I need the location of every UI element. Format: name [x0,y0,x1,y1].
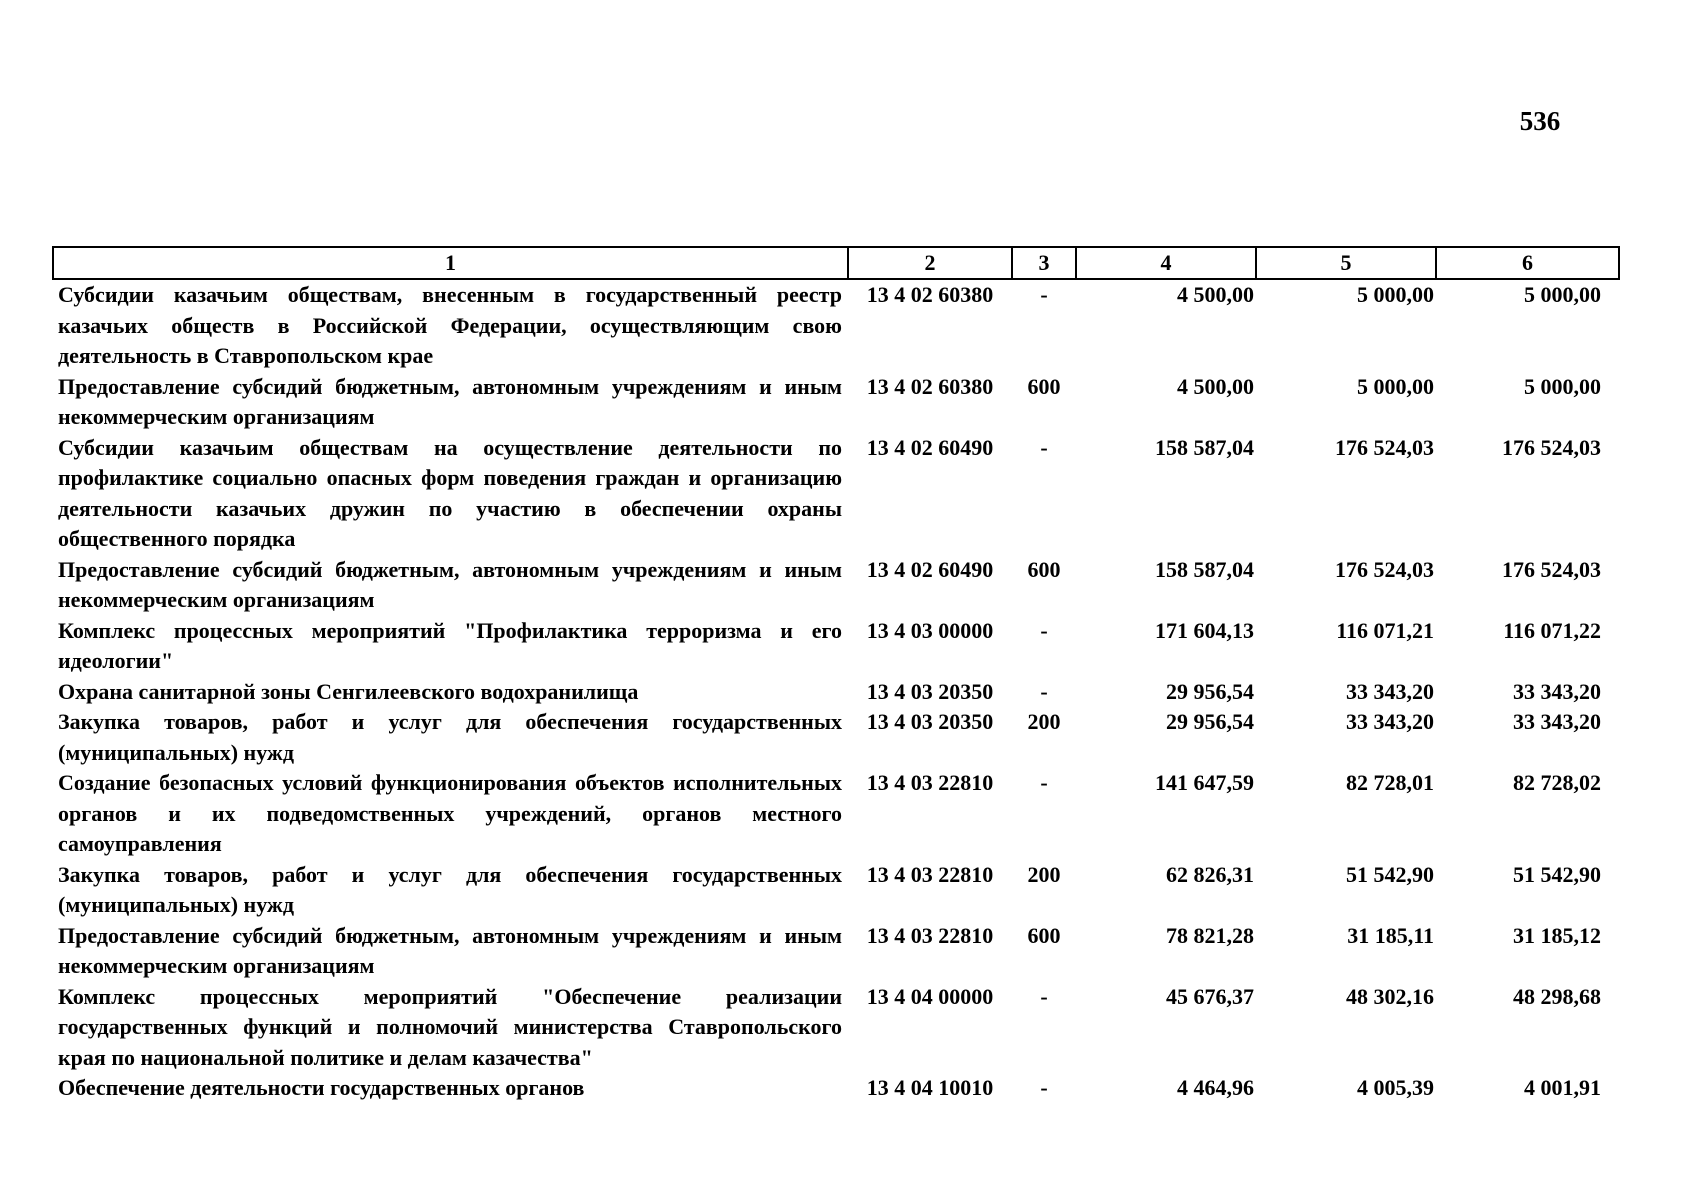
row-code: 13 4 03 22810 [866,770,994,795]
row-name: Субсидии казачьим обществам, внесенным в государственный реестр казачьих обществ в Российской Федерации, осуществляющим свою деятельность в Ставропольском крае [58,282,842,368]
row-value-6: 4 001,91 [1524,1075,1601,1100]
table-row [53,768,1619,860]
header-row [53,247,1619,279]
row-value-6: 176 524,03 [1502,556,1601,582]
row-value-5: 176 524,03 [1335,434,1434,460]
row-value-6: 5 000,00 [1524,373,1601,399]
row-name: Предоставление субсидий бюджетным, автономным учреждениям и иным некоммерческим организациям [58,922,842,978]
row-value-4: 29 956,54 [1166,678,1254,704]
row-value-5: 116 071,21 [1336,617,1434,643]
row-value-5: 33 343,20 [1346,709,1434,734]
row-value-5: 4 005,39 [1357,1075,1434,1100]
row-value-4: 62 826,31 [1166,861,1254,887]
row-value-4: 158 587,04 [1155,434,1254,460]
row-value-6: 116 071,22 [1503,617,1601,643]
row-value-4: 158 587,04 [1155,556,1254,582]
column-header-3: 3 [1012,247,1076,279]
row-name: Предоставление субсидий бюджетным, автономным учреждениям и иным некоммерческим организациям [58,373,842,429]
column-header-4: 4 [1076,247,1256,279]
row-kvr: - [1040,770,1048,795]
row-kvr: 200 [1027,861,1061,887]
row-name: Субсидии казачьим обществам на осуществление деятельности по профилактике социально опасных форм поведения граждан и организацию деятельности казачьих дружин по участию в обеспечении охраны общественного порядка [58,434,842,551]
row-kvr: 600 [1027,373,1061,399]
row-code: 13 4 03 22810 [866,922,994,948]
row-value-6: 176 524,03 [1502,434,1601,460]
row-code: 13 4 03 20350 [866,709,994,734]
page-number: 536 [1519,106,1561,136]
row-name: Комплекс процессных мероприятий "Обеспечение реализации государственных функций и полномочий министерства Ставропольского края по национальной политике и делам казачества" [58,983,842,1070]
row-name: Создание безопасных условий функционирования объектов исполнительных органов и их подведомственных учреждений, органов местного самоуправления [58,770,842,856]
row-kvr: 600 [1027,922,1061,948]
column-header-2: 2 [848,247,1012,279]
row-value-5: 82 728,01 [1346,770,1434,795]
row-value-6: 51 542,90 [1513,861,1601,887]
row-value-6: 48 298,68 [1513,983,1601,1009]
table-row [53,433,1619,555]
row-code: 13 4 02 60380 [866,282,994,307]
row-kvr: - [1040,678,1048,704]
row-name: Обеспечение деятельности государственных органов [58,1075,585,1100]
row-kvr: - [1040,434,1048,460]
row-value-4: 29 956,54 [1166,709,1254,734]
row-name: Закупка товаров, работ и услуг для обеспечения государственных (муниципальных) нужд [58,709,842,765]
table-row [53,372,1619,433]
row-kvr: - [1040,282,1048,307]
table-row [53,616,1619,677]
table-row [53,677,1619,708]
row-value-5: 5 000,00 [1357,373,1434,399]
row-value-4: 171 604,13 [1155,617,1254,643]
row-code: 13 4 02 60490 [866,556,994,582]
row-kvr: - [1040,617,1048,643]
row-kvr: 200 [1027,709,1061,734]
row-name: Комплекс процессных мероприятий "Профилактика терроризма и его идеологии" [58,617,842,673]
row-value-4: 141 647,59 [1155,770,1254,795]
row-value-4: 4 500,00 [1177,373,1254,399]
row-value-4: 4 464,96 [1177,1075,1254,1100]
row-code: 13 4 02 60490 [866,434,994,460]
table-row [53,982,1619,1074]
row-value-5: 5 000,00 [1357,282,1434,307]
budget-table [52,246,1620,1104]
table-row [53,279,1619,372]
table-row [53,555,1619,616]
row-value-6: 33 343,20 [1513,709,1601,734]
table-row [53,1073,1619,1104]
row-value-6: 31 185,12 [1513,922,1601,948]
column-header-6: 6 [1436,247,1619,279]
row-name: Охрана санитарной зоны Сенгилеевского водохранилища [58,678,639,704]
row-code: 13 4 04 00000 [866,983,994,1009]
row-value-5: 33 343,20 [1346,678,1434,704]
column-header-1: 1 [53,247,848,279]
row-value-4: 45 676,37 [1166,983,1254,1009]
row-value-6: 5 000,00 [1524,282,1601,307]
row-kvr: 600 [1027,556,1061,582]
table-header [53,247,1619,279]
table-row [53,860,1619,921]
row-value-5: 31 185,11 [1347,922,1434,948]
row-code: 13 4 03 22810 [866,861,994,887]
row-name: Предоставление субсидий бюджетным, автономным учреждениям и иным некоммерческим организациям [58,556,842,612]
row-value-4: 78 821,28 [1166,922,1254,948]
row-value-6: 82 728,02 [1513,770,1601,795]
row-value-4: 4 500,00 [1177,282,1254,307]
row-value-5: 176 524,03 [1335,556,1434,582]
row-code: 13 4 03 20350 [866,678,994,704]
row-code: 13 4 03 00000 [866,617,994,643]
row-value-6: 33 343,20 [1513,678,1601,704]
column-header-5: 5 [1256,247,1436,279]
row-kvr: - [1040,983,1048,1009]
table-body [53,279,1619,1104]
row-name: Закупка товаров, работ и услуг для обеспечения государственных (муниципальных) нужд [58,861,842,917]
row-value-5: 51 542,90 [1346,861,1434,887]
row-value-5: 48 302,16 [1346,983,1434,1009]
row-code: 13 4 02 60380 [866,373,994,399]
row-code: 13 4 04 10010 [866,1075,994,1100]
row-kvr: - [1040,1075,1048,1100]
table-row [53,707,1619,768]
table-row [53,921,1619,982]
